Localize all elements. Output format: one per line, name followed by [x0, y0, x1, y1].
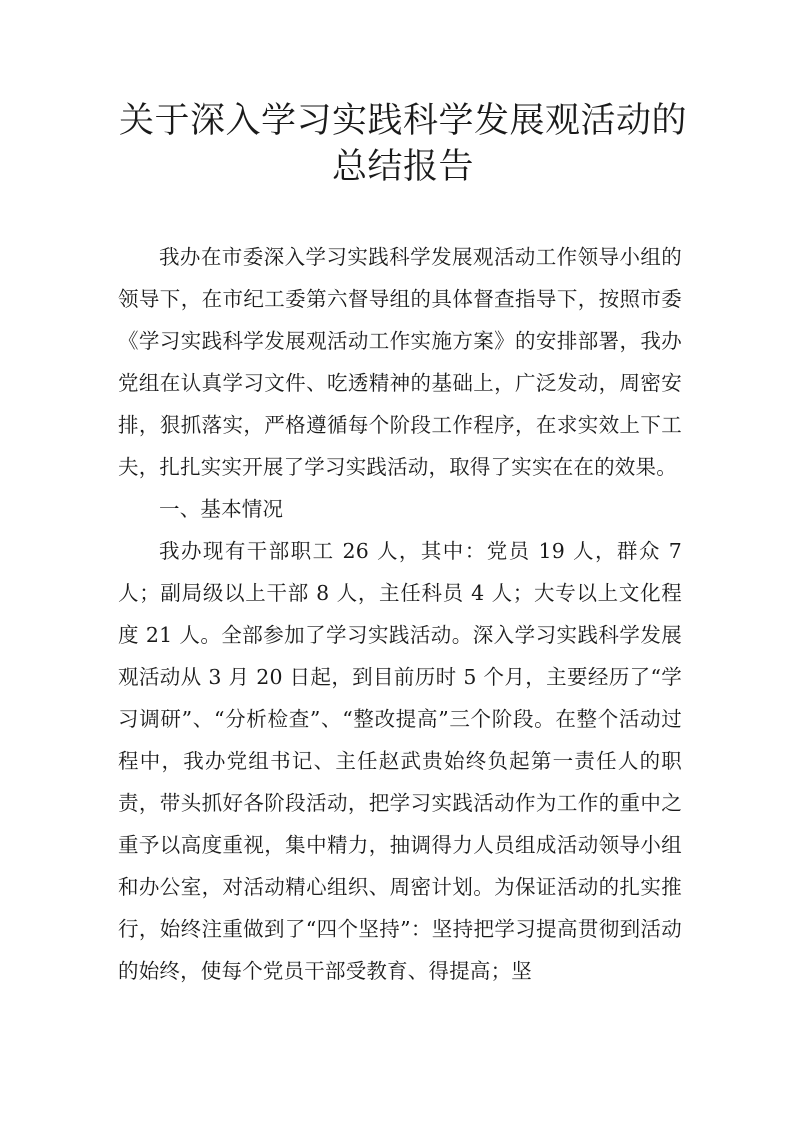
basic-situation-paragraph: 我办现有干部职工 26 人，其中：党员 19 人，群众 7 人；副局级以上干部 8 人，主任科员 4 人；大专以上文化程度 21 人。全部参加了学习实践活动。深入学习实践科学发展观活动从 3 月 20 日起，到目前历时 5 个月，主要经历了“学习调研”、“分析检查”、“整改提高”三个阶段。在整个活动过程中，我办党组书记、主任赵武贵始终负起第一责任人的职责，带头抓好各阶段活动，把学习实践活动作为工作的重中之重予以高度重视，集中精力，抽调得力人员组成活动领导小组和办公室，对活动精心组织、周密计划。为保证活动的扎实推行，始终注重做到了“四个坚持”：坚持把学习提高贯彻到活动的始终，使每个党员干部受教育、得提高；坚 [118, 539, 682, 983]
document-title: 关于深入学习实践科学发展观活动的总结报告 [118, 101, 687, 187]
section-heading: 一、基本情况 [159, 497, 284, 521]
document-body [118, 236, 682, 992]
intro-paragraph: 我办在市委深入学习实践科学发展观活动工作领导小组的领导下，在市纪工委第六督导组的具体督查指导下，按照市委《学习实践科学发展观活动工作实施方案》的安排部署，我办党组在认真学习文件、吃透精神的基础上，广泛发动，周密安排，狠抓落实，严格遵循每个阶段工作程序，在求实效上下工夫，扎扎实实开展了学习实践活动，取得了实实在在的效果。 [118, 245, 682, 479]
